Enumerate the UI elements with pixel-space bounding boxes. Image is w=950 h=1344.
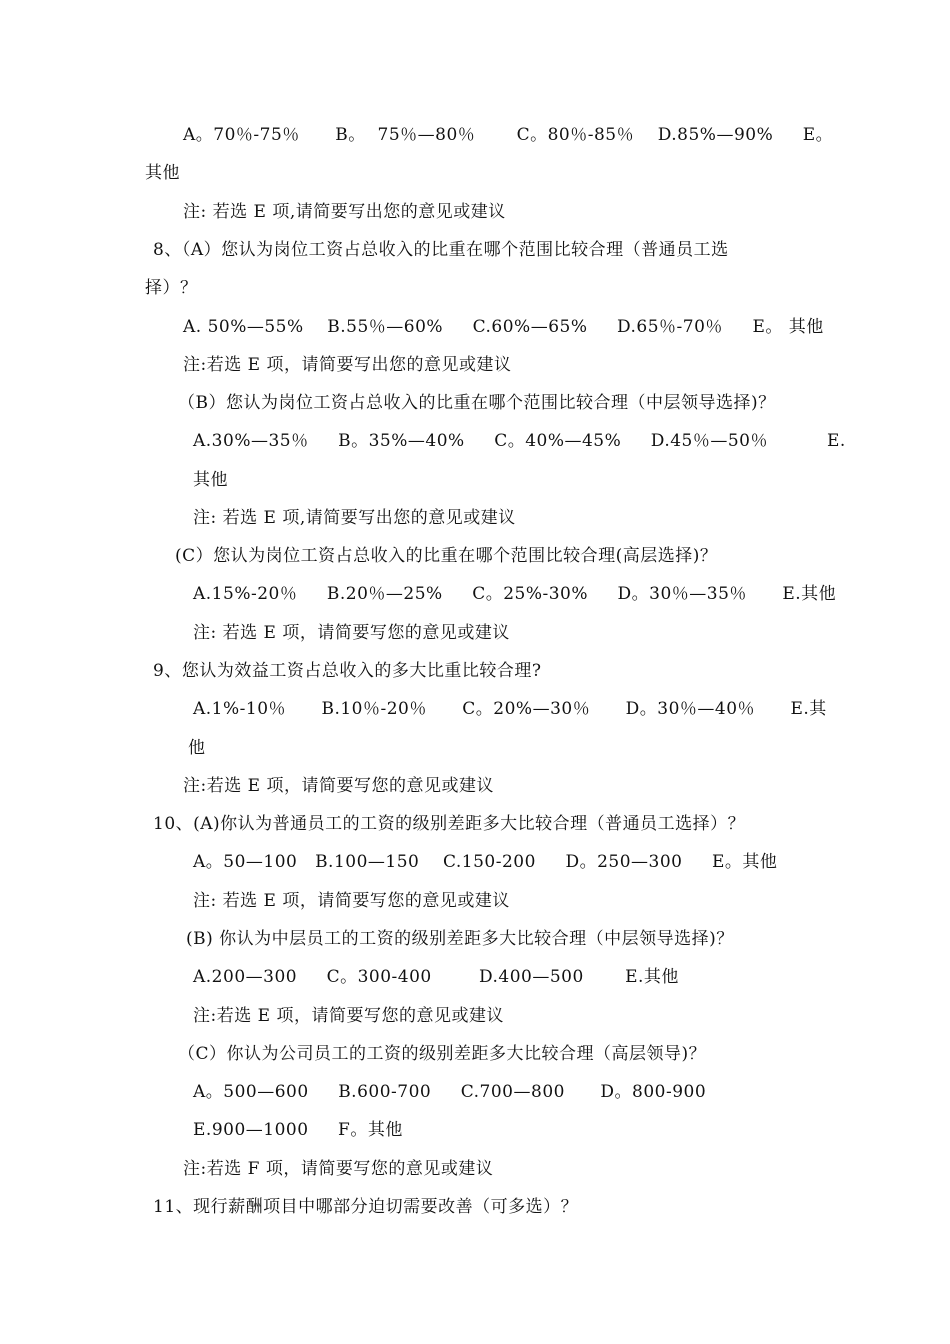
q8c-question: (C）您认为岗位工资占总收入的比重在哪个范围比较合理(高层选择)？ xyxy=(175,546,718,566)
q7-note: 注: 若选 E 项,请简要写出您的意见或建议 xyxy=(183,202,506,222)
q10a-question: 10、(A)你认为普通员工的工资的级别差距多大比较合理（普通员工选择）？ xyxy=(153,814,746,834)
q8c-options: A.15%-20％ B.20％—25% C。25%-30% D。30％—35％ E.其他 xyxy=(193,584,837,604)
q11-question: 11、现行薪酬项目中哪部分迫切需要改善（可多选）？ xyxy=(153,1197,579,1217)
q7-options-line: A。70％-75％ B。 75％—80％ C。80％-85％ D.85%—90% E。 xyxy=(183,125,834,145)
q10c-question: （C）你认为公司员工的工资的级别差距多大比较合理（高层领导)？ xyxy=(178,1044,707,1064)
q10b-note: 注:若选 E 项，请简要写您的意见或建议 xyxy=(193,1006,504,1026)
q10a-options: A。50—100 B.100—150 C.150-200 D。250—300 E。其他 xyxy=(193,852,778,872)
q8a-question-cont: 择）？ xyxy=(145,278,198,298)
q9-note: 注:若选 E 项，请简要写您的意见或建议 xyxy=(183,776,494,796)
q8a-question: 8、（A）您认为岗位工资占总收入的比重在哪个范围比较合理（普通员工选 xyxy=(153,240,729,260)
q10b-options: A.200—300 C。300-400 D.400—500 E.其他 xyxy=(193,967,679,987)
q10c-options: A。500—600 B.600-700 C.700—800 D。800-900 xyxy=(193,1082,707,1102)
q10c-options-cont: E.900—1000 F。其他 xyxy=(193,1120,403,1140)
q9-options-cont: 他 xyxy=(188,738,206,758)
q8b-options: A.30%—35％ B。35%—40% C。40%—45% D.45％—50％ E. xyxy=(193,431,846,451)
q9-question: 9、您认为效益工资占总收入的多大比重比较合理? xyxy=(153,661,542,681)
q10c-note: 注:若选 F 项，请简要写您的意见或建议 xyxy=(183,1159,494,1179)
q8c-note: 注: 若选 E 项，请简要写您的意见或建议 xyxy=(193,623,510,643)
q8b-options-other: 其他 xyxy=(193,470,228,490)
q7-options-other: 其他 xyxy=(145,163,180,183)
q8a-note: 注:若选 E 项，请简要写出您的意见或建议 xyxy=(183,355,512,375)
q10a-note: 注: 若选 E 项，请简要写您的意见或建议 xyxy=(193,891,510,911)
q10b-question: (B) 你认为中层员工的工资的级别差距多大比较合理（中层领导选择)？ xyxy=(186,929,734,949)
q9-options: A.1%-10％ B.10％-20％ C。20%—30％ D。30％—40％ E.其 xyxy=(193,699,827,719)
q8b-question: （B）您认为岗位工资占总收入的比重在哪个范围比较合理（中层领导选择)？ xyxy=(178,393,776,413)
q8b-note: 注: 若选 E 项,请简要写出您的意见或建议 xyxy=(193,508,516,528)
q8a-options: A. 50%—55% B.55％—60% C.60%—65% D.65％-70％ E。 其他 xyxy=(183,317,824,337)
